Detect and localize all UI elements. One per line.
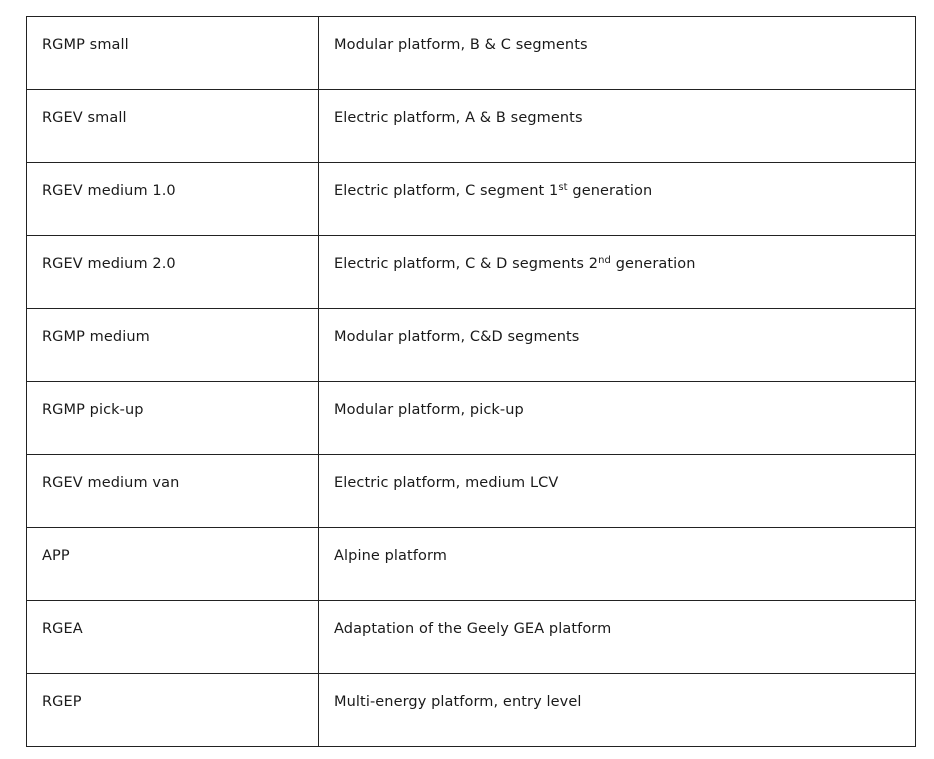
description-text: Alpine platform [334,548,448,564]
table-row [27,236,916,309]
platform-name-cell: APP [27,528,319,601]
platform-description-cell [319,17,916,90]
table-row [27,90,916,163]
platforms-table [26,16,916,747]
description-text-after: generation [567,183,653,199]
description-text: Electric platform, medium LCV [334,475,559,491]
table-row [27,163,916,236]
platform-description-cell [319,309,916,382]
table-row [27,382,916,455]
platform-description-cell [319,163,916,236]
platform-name-cell: RGEV medium 2.0 [27,236,319,309]
platform-description-cell [319,601,916,674]
platform-description-cell [319,236,916,309]
description-text: Modular platform, pick-up [334,402,524,418]
platform-description-cell [319,90,916,163]
description-superscript: st [558,182,568,193]
platform-name-cell: RGEV medium van [27,455,319,528]
description-text: Electric platform, C segment 1 [334,183,559,199]
description-superscript: nd [598,255,611,266]
description-text: Electric platform, A & B segments [334,110,583,126]
platform-name-cell: RGEP [27,674,319,747]
table-row [27,309,916,382]
table-row [27,455,916,528]
platform-description-cell [319,674,916,747]
table-row [27,674,916,747]
platform-name-cell: RGMP medium [27,309,319,382]
platform-name-cell: RGEA [27,601,319,674]
description-text: Modular platform, B & C segments [334,37,588,53]
description-text-after: generation [610,256,696,272]
platform-description-cell [319,528,916,601]
description-text: Multi-energy platform, entry level [334,694,582,710]
platform-name-cell: RGMP pick-up [27,382,319,455]
platform-description-cell [319,455,916,528]
platform-name-cell: RGEV small [27,90,319,163]
table-row [27,528,916,601]
platform-name-cell: RGMP small [27,17,319,90]
platform-name-cell: RGEV medium 1.0 [27,163,319,236]
platform-description-cell [319,382,916,455]
table-row [27,17,916,90]
description-text: Adaptation of the Geely GEA platform [334,621,612,637]
description-text: Electric platform, C & D segments 2 [334,256,599,272]
description-text: Modular platform, C&D segments [334,329,580,345]
table-row [27,601,916,674]
